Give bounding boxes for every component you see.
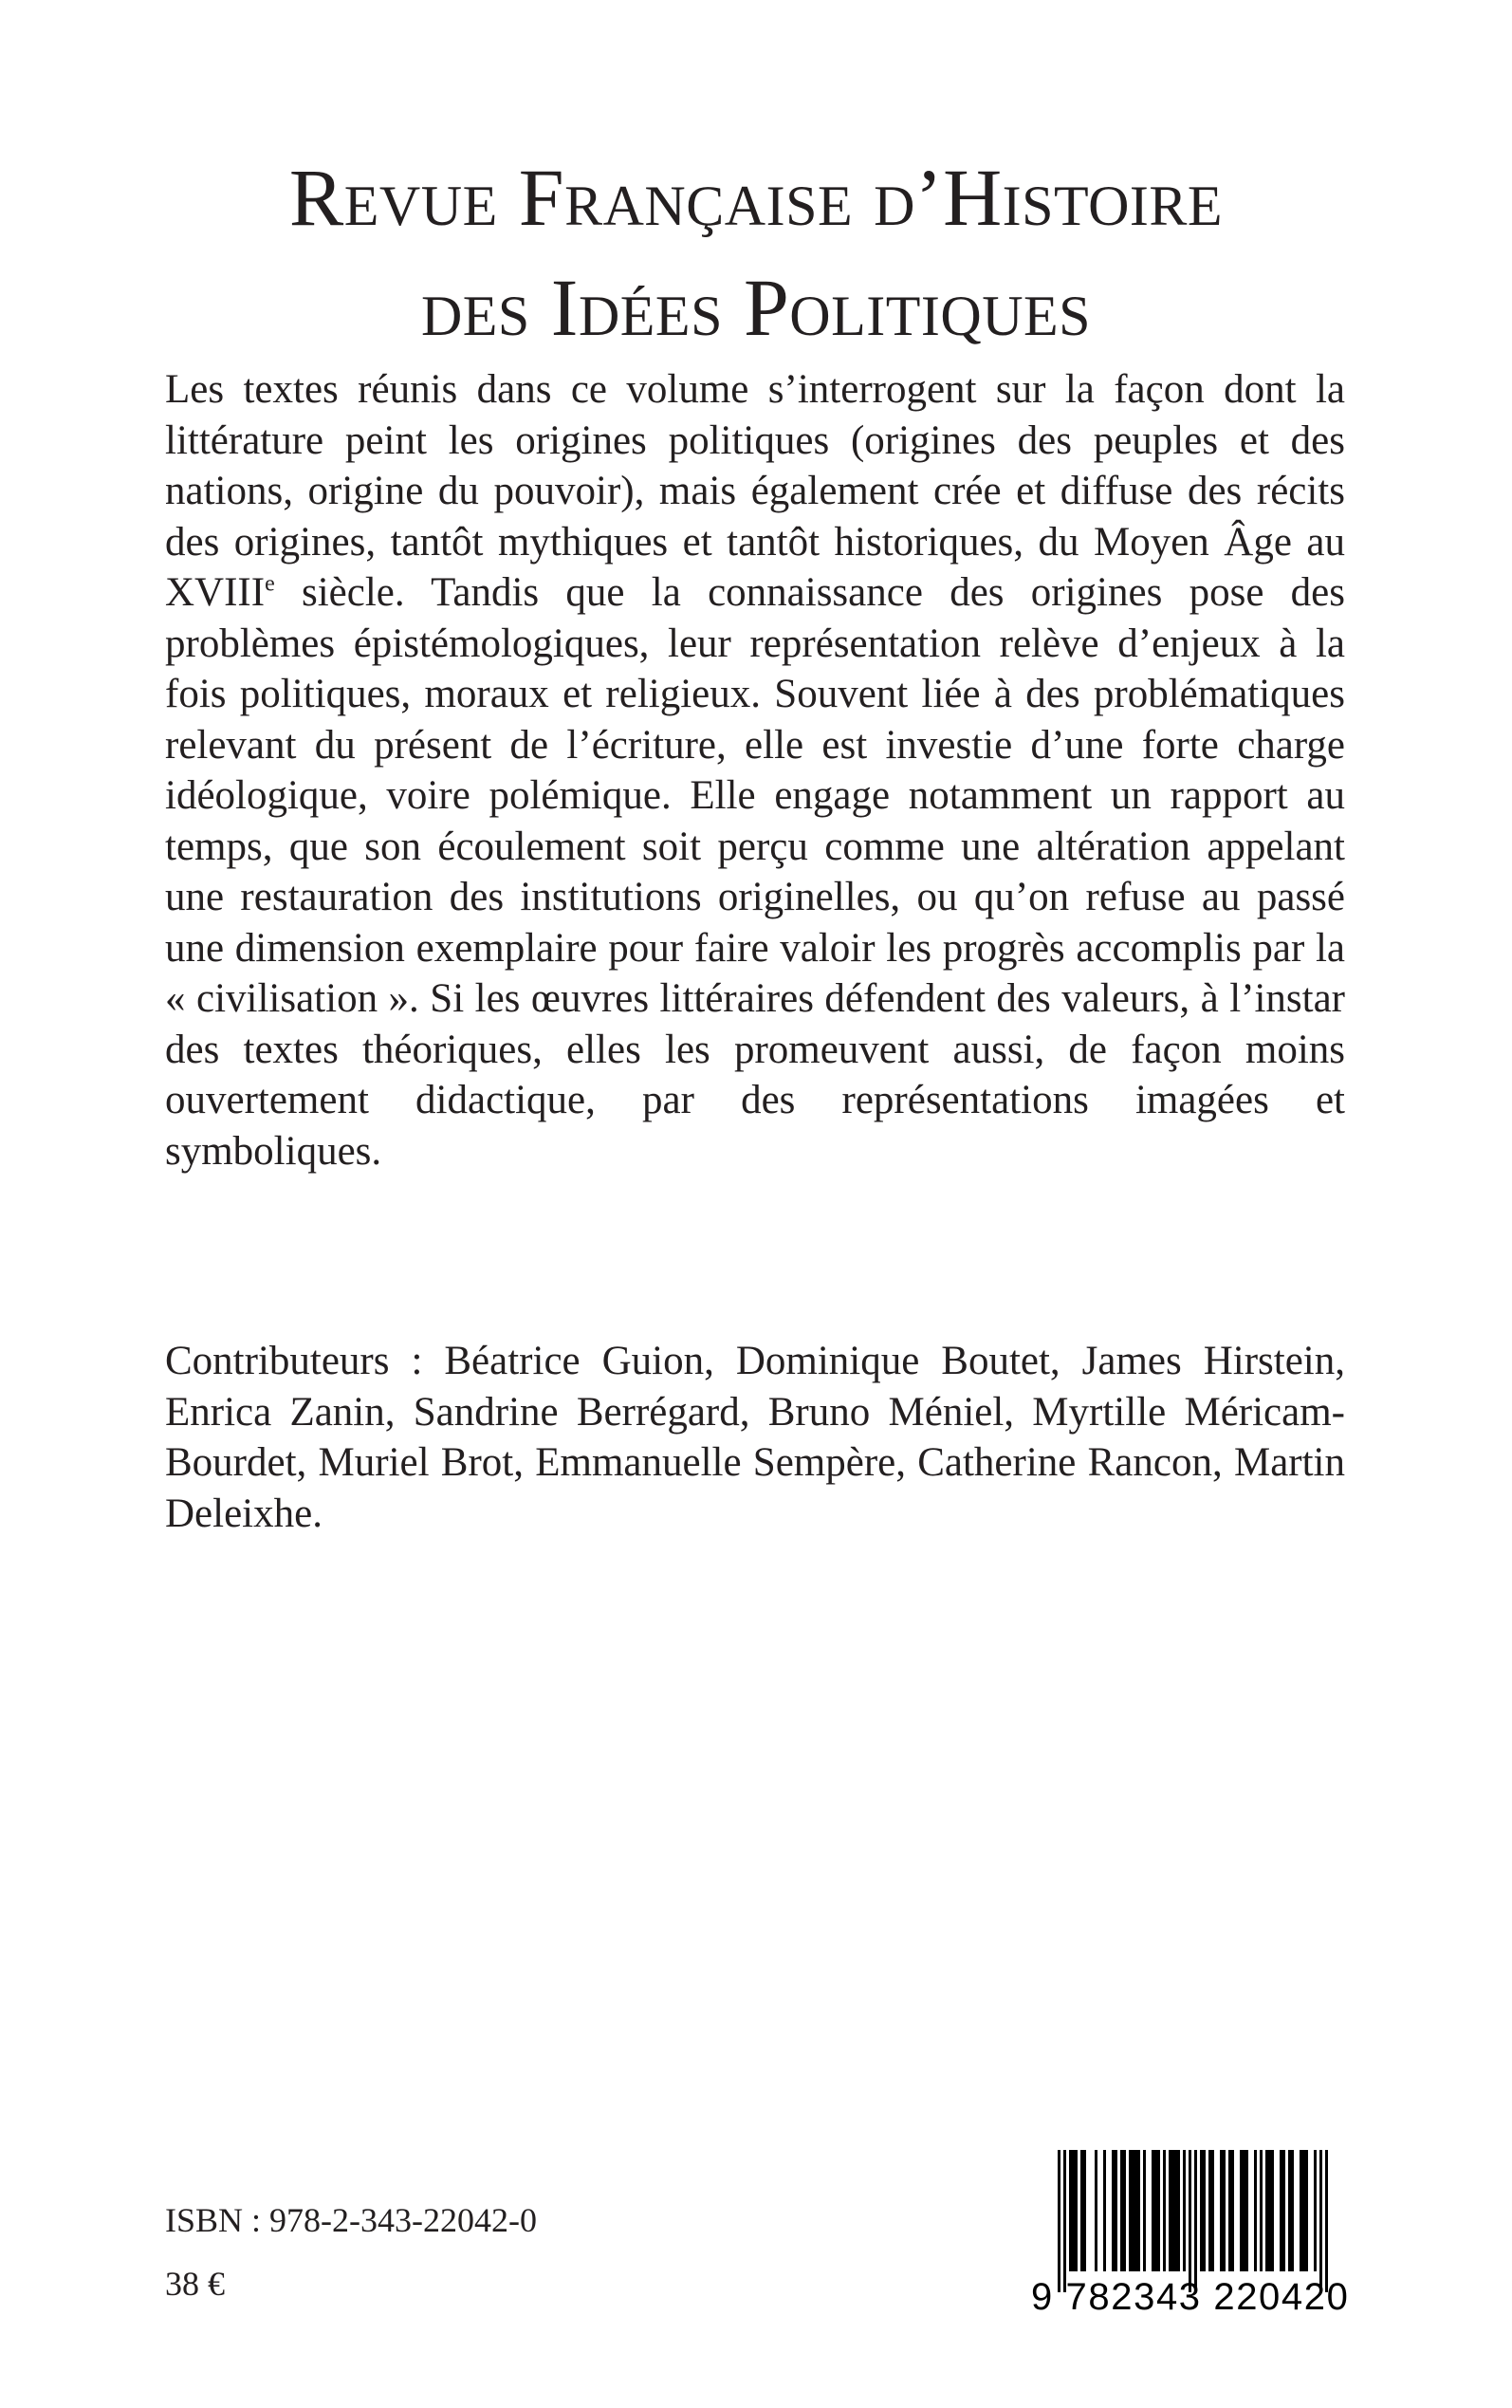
barcode-bar [1231,2150,1234,2271]
barcode-bar [1103,2150,1106,2271]
barcode-bar [1072,2150,1075,2271]
book-title [0,142,1512,362]
title-line-1: Revue Française d’Histoire [288,152,1224,243]
barcode-bar [1211,2150,1214,2271]
barcode-bar [1280,2150,1282,2271]
barcode-bar [1194,2150,1197,2292]
barcode-bar [1189,2150,1191,2292]
barcode-bar [1228,2150,1231,2271]
description-part-1: Les textes réunis dans ce volume s’interrogent sur la façon dont la littérature peint les origines politiques (origines des peuples et des nations, origine du pouvoir), mais également crée et diffuse des récits des origines, tantôt mythiques et tantôt historiques, du Moyen Âge au XVIII [165,367,1345,615]
barcode-bar [1154,2150,1157,2271]
back-cover-description [165,364,1345,1176]
barcode-bar [1240,2150,1243,2271]
barcode-bar [1183,2150,1186,2271]
barcode-bar [1254,2150,1257,2271]
price-label: 38 € [165,2265,225,2303]
description-part-2: siècle. Tandis que la connaissance des origines pose des problèmes épistémologiques, leur représentation relève d’enjeux à la fois politiques, moraux et religieux. Souvent liée à des problématiques relevant du présent de l’écriture, elle est investie d’une forte charge idéologique, voire polémique. Elle engage notamment un rapport au temps, que son écoulement soit perçu comme une altération appelant une restauration des institutions originelles, ou qu’on refuse au passé une dimension exemplaire pour faire valoir les progrès accomplis par la « civilisation ». Si les œuvres littéraires défendent des valeurs, à l’instar des textes théoriques, elles les promeuvent aussi, de façon moins ouvertement didactique, par des représentations imagées et symboliques. [165,570,1345,1174]
barcode-bar [1075,2150,1078,2271]
barcode-bar [1200,2150,1203,2271]
barcode-bar [1208,2150,1211,2271]
barcode-bar [1325,2150,1328,2292]
barcode-bar [1095,2150,1097,2271]
barcode-digits: 9 782343 220420 [1031,2276,1350,2318]
barcode-bar [1319,2150,1322,2292]
barcode-bar [1271,2150,1274,2271]
barcode-bar [1169,2150,1171,2271]
barcode-bar [1291,2150,1294,2271]
barcode-bar [1083,2150,1086,2271]
barcode-bar [1302,2150,1305,2271]
barcode-bar [1163,2150,1166,2271]
barcode-bar [1063,2150,1066,2292]
barcode-bar [1282,2150,1285,2271]
contributors-list: Contributeurs : Béatrice Guion, Dominique Boutet, James Hirstein, Enrica Zanin, Sandrine Berrégard, Bruno Méniel, Myrtille Méricam-Bourdet, Muriel Brot, Emmanuelle Sempère, Catherine Rancon, Martin Deleixhe. [165,1339,1345,1536]
barcode-bar [1069,2150,1072,2271]
barcode-bar [1177,2150,1180,2271]
barcode-bar [1305,2150,1308,2271]
title-line-2: des Idées Politiques [420,262,1092,353]
barcode-bar [1132,2150,1134,2271]
barcode-bar [1171,2150,1174,2271]
barcode-bar [1157,2150,1160,2271]
barcode-bar [1152,2150,1154,2271]
barcode-bar [1288,2150,1291,2271]
barcode-bar [1115,2150,1117,2271]
barcode-bar [1134,2150,1137,2271]
barcode-bar [1123,2150,1126,2271]
barcode-bar [1220,2150,1223,2271]
barcode-bar [1223,2150,1226,2271]
barcode-bar [1143,2150,1146,2271]
barcode-bar [1120,2150,1123,2271]
barcode-bar [1203,2150,1206,2271]
barcode-bar [1112,2150,1115,2271]
barcode-bar [1268,2150,1271,2271]
barcode-bar [1174,2150,1177,2271]
barcode-bar [1137,2150,1140,2271]
century-superscript: e [265,571,275,597]
isbn-label: ISBN : 978-2-343-22042-0 [165,2201,537,2239]
barcode-bar [1300,2150,1302,2271]
barcode-bar [1260,2150,1263,2271]
barcode-bar [1243,2150,1245,2271]
barcode-bar [1265,2150,1268,2271]
barcode-bar [1245,2150,1248,2271]
barcode-bar [1314,2150,1317,2271]
barcode-bar [1058,2150,1060,2292]
barcode-bar [1129,2150,1132,2271]
barcode-bar [1080,2150,1083,2271]
